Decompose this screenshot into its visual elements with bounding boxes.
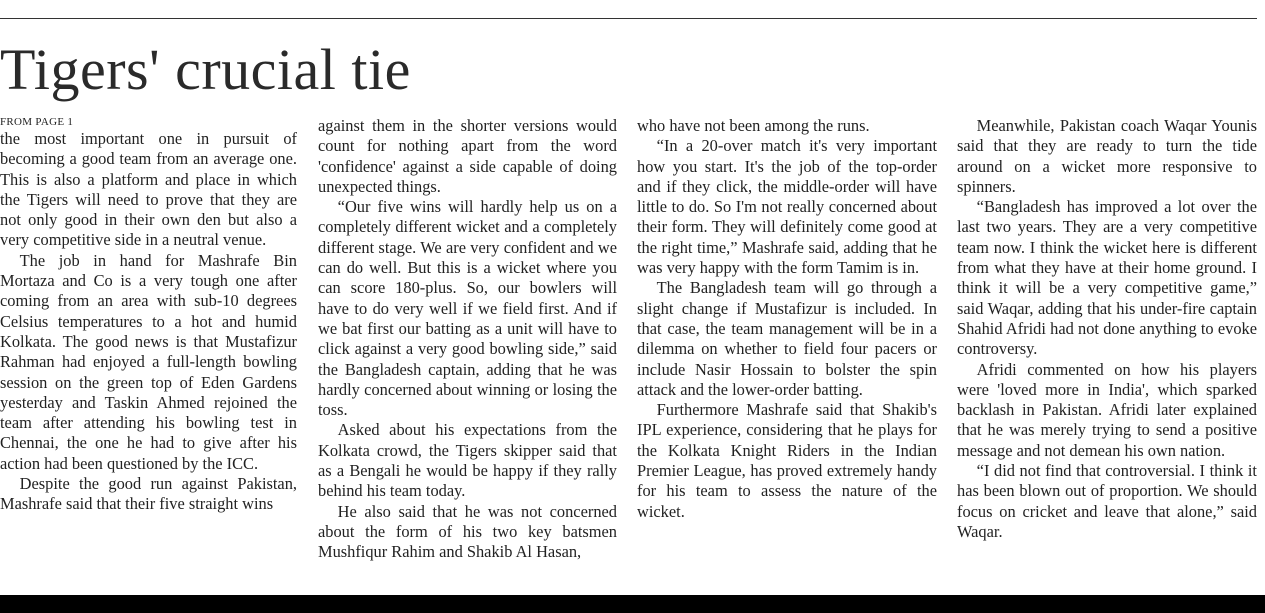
paragraph: “Our five wins will hardly help us on a completely different wicket and a completely different stage. We are very confident and we can do well. But this is a wicket where you can score 180-plus. So, our bowlers will have to do very well if we field first. And if we bat first our batting as a unit will have to click against a very good bowling side,” said the Bangladesh captain, adding that he was hardly concerned about winning or losing the toss. [318, 197, 617, 420]
paragraph: the most important one in pursuit of becoming a good team from an average one. This is also a platform and place in which the Tigers will need to prove that they are not only good in their own den but also a very competitive side in a neutral venue. [0, 129, 297, 250]
paragraph: The Bangladesh team will go through a slight change if Mustafizur is included. In that case, the team management will be in a dilemma on whether to field four pacers or include Nasir Hossain to bolster the spin attack and the lower-order batting. [637, 278, 937, 399]
paragraph: “Bangladesh has improved a lot over the last two years. They are a very competitive team now. I think the wicket here is different from what they have at their home ground. I think it will be a very competitive game,” said Waqar, adding that his under-fire captain Shahid Afridi had not done anything to evoke controversy. [957, 197, 1257, 359]
article-column-3 [637, 116, 937, 593]
paragraph: against them in the shorter versions would count for nothing apart from the word 'confidence' against a side capable of doing unexpected things. [318, 116, 617, 196]
paragraph: He also said that he was not concerned about the form of his two key batsmen Mushfiqur Rahim and Shakib Al Hasan, [318, 501, 617, 562]
paragraph: Despite the good run against Pakistan, Mashrafe said that their five straight wins [0, 474, 297, 514]
paragraph: Asked about his expectations from the Kolkata crowd, the Tigers skipper said that as a Bengali he would be happy if they rally behind his team today. [318, 420, 617, 501]
paragraph: Afridi commented on how his players were 'loved more in India', which sparked backlash in Pakistan. Afridi later explained that he was merely trying to send a positive message and not demean his own nation. [957, 359, 1257, 460]
article-column-2 [318, 116, 617, 593]
paragraph: “In a 20-over match it's very important how you start. It's the job of the top-order and if they click, the middle-order will have little to do. So I'm not really concerned about their form. They will definitely come good at the right time,” Mashrafe said, adding that he was very happy with the form Tamim is in. [637, 136, 937, 278]
headline: Tigers' crucial tie [0, 37, 411, 102]
paragraph: The job in hand for Mashrafe Bin Mortaza and Co is a very tough one after coming from an area with sub-10 degrees Celsius temperatures to a hot and humid Kolkata. The good news is that Mustafizur Rahman had enjoyed a full-length bowling session on the green top of Eden Gardens yesterday and Taskin Ahmed rejoined the team after attending his bowling test in Chennai, the one he had to give after his action had been questioned by the ICC. [0, 250, 297, 473]
paragraph: Meanwhile, Pakistan coach Waqar Younis said that they are ready to turn the tide around on a wicket more responsive to spinners. [957, 116, 1257, 196]
paragraph: Furthermore Mashrafe said that Shakib's IPL experience, considering that he plays for the Kolkata Knight Riders in the Indian Premier League, has proved extremely handy for his team to assess the nature of the wicket. [637, 400, 937, 521]
top-rule [0, 18, 1257, 19]
from-page-label: FROM PAGE 1 [0, 116, 74, 128]
article-column-1 [0, 116, 297, 593]
bottom-black-bar [0, 595, 1265, 613]
paragraph: who have not been among the runs. [637, 116, 870, 135]
article-column-4 [957, 116, 1257, 593]
paragraph: “I did not find that controversial. I think it has been blown out of proportion. We should focus on cricket and leave that alone,” said Waqar. [957, 461, 1257, 541]
